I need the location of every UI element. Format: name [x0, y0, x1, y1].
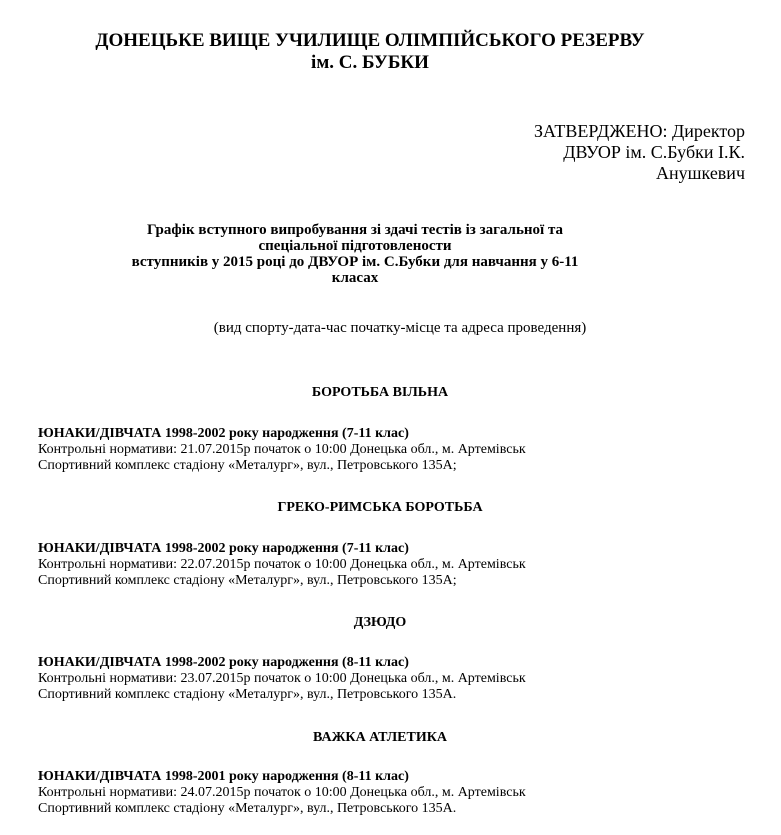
entry-venue: Спортивний комплекс стадіону «Металург», вул., Петровського 135А.	[38, 801, 457, 816]
organization-title-line-1: ДОНЕЦЬКЕ ВИЩЕ УЧИЛИЩЕ ОЛІМПІЙСЬКОГО РЕЗЕРВУ	[95, 30, 645, 51]
entry-details: Контрольні нормативи: 22.07.2015р початок о 10:00 Донецька обл., м. Артемівськ	[38, 557, 526, 572]
approval-line-2: ДВУОР ім. С.Бубки І.К.	[563, 142, 745, 162]
schedule-title-line-1: Графік вступного випробування зі здачі тестів із загальної та	[146, 222, 564, 238]
organization-title-line-2: ім. С. БУБКИ	[311, 52, 429, 73]
schedule-title-line-4: класах	[331, 270, 379, 286]
entry-details: Контрольні нормативи: 24.07.2015р початок о 10:00 Донецька обл., м. Артемівськ	[38, 785, 526, 800]
section-entry-weightlifting	[38, 769, 758, 817]
section-heading-weightlifting: ВАЖКА АТЛЕТИКА	[313, 730, 447, 745]
organization-title	[0, 30, 740, 74]
entry-group: ЮНАКИ/ДІВЧАТА 1998-2002 року народження (7-11 клас)	[38, 541, 409, 556]
approval-line-3: Анушкевич	[656, 163, 745, 183]
entry-venue: Спортивний комплекс стадіону «Металург», вул., Петровського 135А.	[38, 687, 457, 702]
approval-line-1: ЗАТВЕРДЖЕНО: Директор	[533, 121, 745, 141]
entry-group: ЮНАКИ/ДІВЧАТА 1998-2002 року народження (8-11 клас)	[38, 655, 409, 670]
schedule-subtitle: (вид спорту-дата-час початку-місце та адреса проведення)	[213, 320, 587, 336]
section-entry-judo	[38, 655, 758, 703]
entry-venue: Спортивний комплекс стадіону «Металург», вул., Петровського 135А;	[38, 458, 457, 473]
section-heading-judo: ДЗЮДО	[353, 615, 407, 630]
entry-details: Контрольні нормативи: 23.07.2015р початок о 10:00 Донецька обл., м. Артемівськ	[38, 671, 526, 686]
approval-block	[345, 121, 745, 184]
section-entry-greco-roman-wrestling	[38, 541, 758, 589]
section-heading-greco-roman-wrestling: ГРЕКО-РИМСЬКА БОРОТЬБА	[277, 500, 483, 515]
schedule-title-line-2: спеціальної підготовлености	[258, 238, 452, 254]
entry-group: ЮНАКИ/ДІВЧАТА 1998-2002 року народження (7-11 клас)	[38, 426, 409, 441]
section-heading-freestyle-wrestling: БОРОТЬБА ВІЛЬНА	[311, 385, 449, 400]
entry-venue: Спортивний комплекс стадіону «Металург», вул., Петровського 135А;	[38, 573, 457, 588]
entry-details: Контрольні нормативи: 21.07.2015р початок о 10:00 Донецька обл., м. Артемівськ	[38, 442, 526, 457]
section-entry-freestyle-wrestling	[38, 426, 758, 474]
schedule-title-line-3: вступників у 2015 році до ДВУОР ім. С.Бубки для навчання у 6-11	[131, 254, 579, 270]
entry-group: ЮНАКИ/ДІВЧАТА 1998-2001 року народження (8-11 клас)	[38, 769, 409, 784]
schedule-title	[40, 222, 670, 286]
